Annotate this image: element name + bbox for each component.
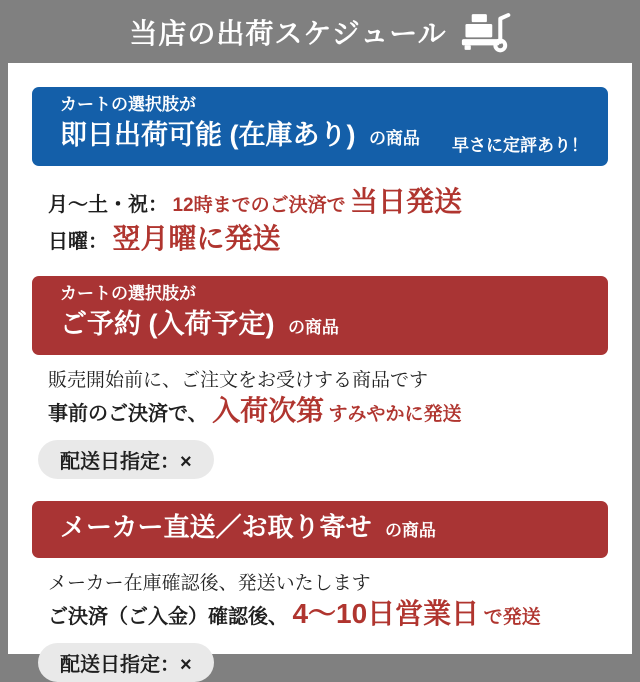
direct-delivery-date-badge: 配送日指定：×: [38, 643, 214, 682]
banner-direct-main: メーカー直送／お取り寄せ: [60, 512, 372, 542]
banner-instock-suffix: の商品: [368, 129, 420, 148]
direct-result-tail: で発送: [483, 607, 541, 628]
content-panel: [8, 63, 632, 676]
banner-direct: [32, 501, 608, 558]
preorder-delivery-date-badge: 配送日指定：×: [38, 440, 214, 479]
instock-details: [8, 186, 632, 260]
banner-preorder-line2: [60, 305, 580, 348]
preorder-condition-label: 事前のご決済で、: [48, 403, 208, 425]
direct-detail-line1: メーカー在庫確認後、発送いたします: [48, 573, 371, 594]
banner-instock-note: 早さに定評あり！: [452, 136, 588, 155]
weekday-result: 当日発送: [350, 186, 463, 217]
direct-detail-line2: [48, 598, 608, 635]
preorder-detail-line2: [48, 395, 608, 432]
cart-dolly-icon: [461, 12, 511, 52]
instock-detail-line-weekday: [48, 186, 608, 223]
banner-preorder-line1: カートの選択肢が: [60, 284, 196, 303]
preorder-details: [8, 367, 632, 432]
banner-direct-suffix: の商品: [384, 521, 436, 540]
banner-preorder: [32, 276, 608, 355]
banner-instock: [32, 87, 608, 166]
direct-pill-row: [8, 643, 632, 682]
banner-preorder-main: ご予約 (入荷予定): [60, 309, 275, 339]
weekday-condition: 12時までのご決済で: [172, 195, 346, 216]
preorder-result-tail: すみやかに発送: [328, 404, 462, 425]
sunday-result: 翌月曜に発送: [112, 223, 281, 254]
banner-instock-main: 即日出荷可能 (在庫あり): [60, 120, 356, 150]
direct-condition-label: ご決済（ご入金）確認後、: [48, 606, 288, 628]
preorder-result: 入荷次第: [212, 395, 325, 426]
banner-preorder-suffix: の商品: [287, 318, 339, 337]
preorder-detail-line1: 販売開始前に、ご注文をお受けする商品です: [48, 370, 429, 391]
banner-direct-line: [60, 510, 580, 549]
preorder-pill-row: [8, 440, 632, 479]
direct-result: 4～10日営業日: [292, 598, 480, 629]
page-title: 当店の出荷スケジュール: [129, 17, 447, 49]
sunday-label: 日曜：: [48, 231, 108, 253]
page-header: [0, 0, 640, 63]
direct-details: [8, 570, 632, 635]
weekday-label: 月～土・祝：: [48, 194, 168, 216]
banner-instock-line1: カートの選択肢が: [60, 95, 196, 114]
instock-detail-line-sunday: [48, 223, 608, 260]
